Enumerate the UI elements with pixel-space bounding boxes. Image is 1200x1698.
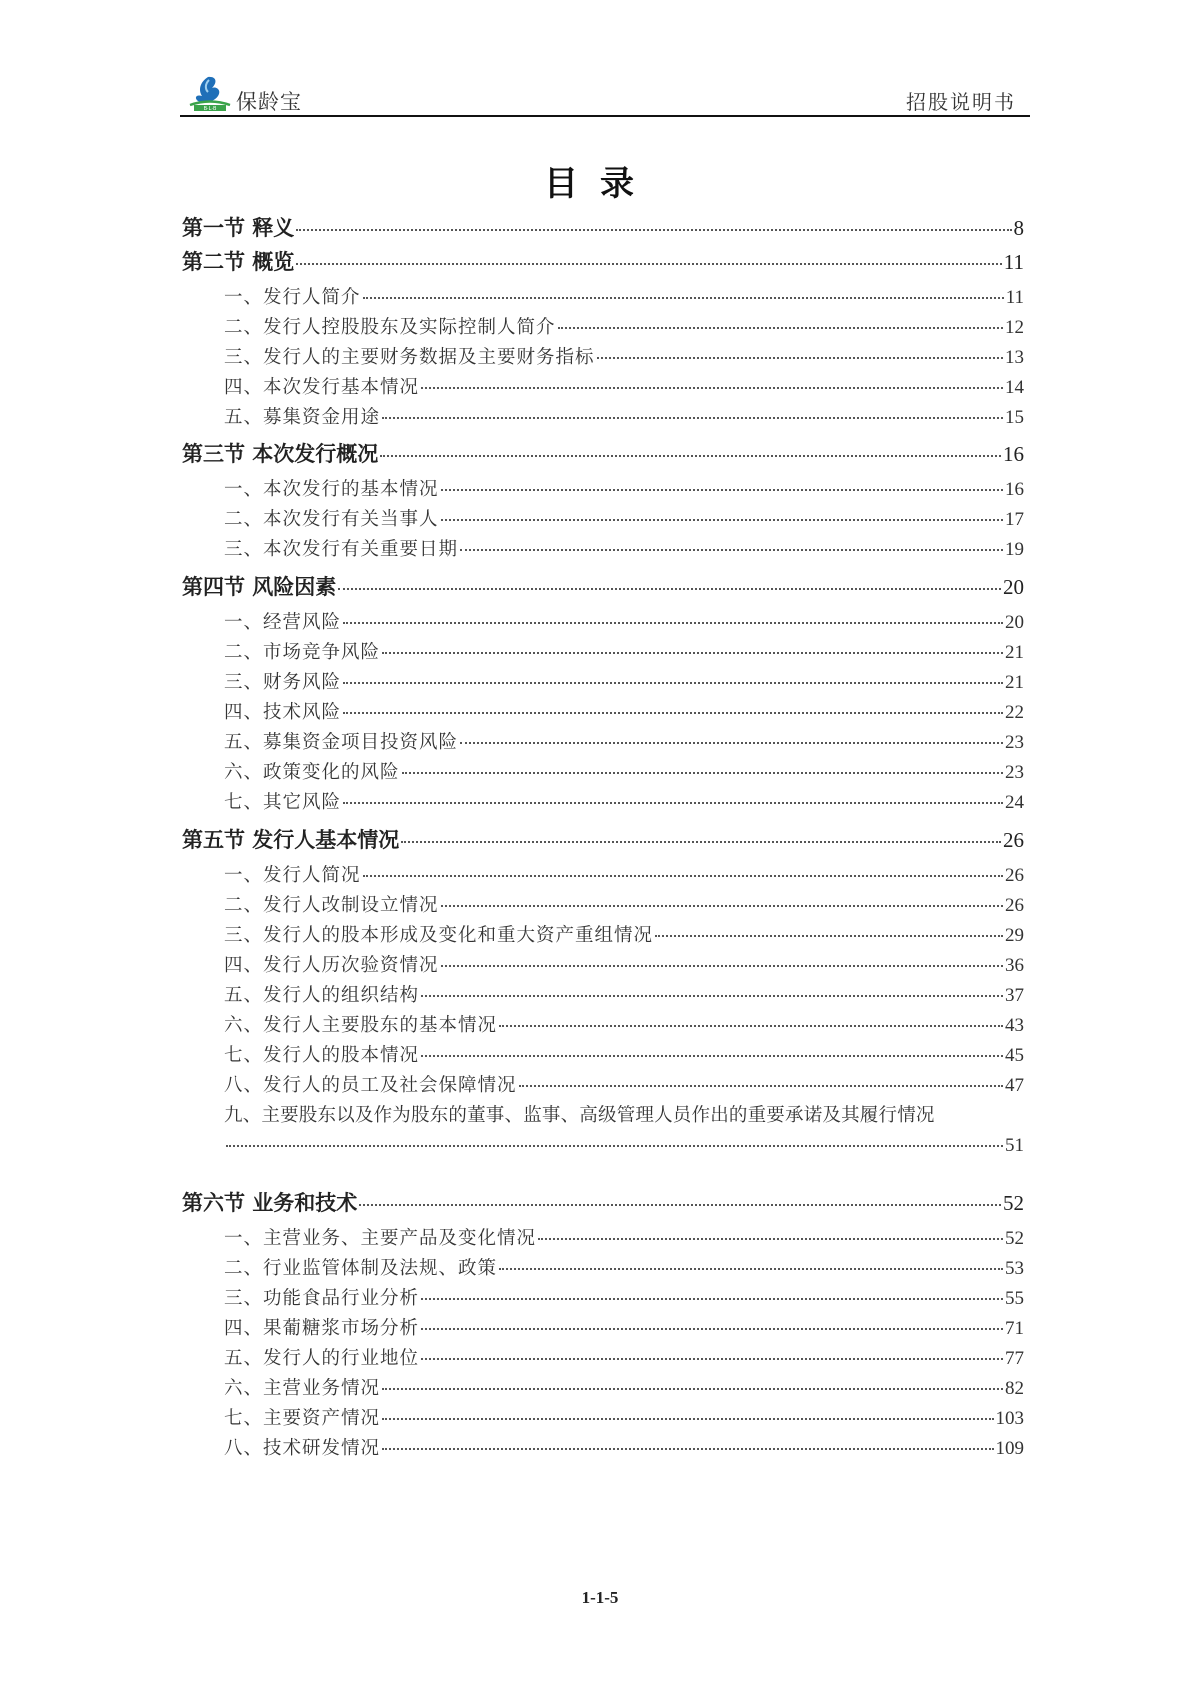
dot-leader [296,229,1011,231]
dot-leader [441,905,1003,907]
toc-item[interactable]: 八、发行人的员工及社会保障情况 47 [224,1075,1024,1096]
dot-leader [441,489,1003,491]
dot-leader [558,327,1003,329]
toc-item[interactable]: 六、政策变化的风险 23 [224,762,1024,783]
toc-item[interactable]: 四、发行人历次验资情况 36 [224,955,1024,976]
dot-leader [382,652,1003,654]
dot-leader [226,1145,1003,1147]
toc-item[interactable]: 七、主要资产情况 103 [224,1408,1024,1429]
dot-leader [401,841,1001,843]
toc-item[interactable]: 一、发行人简介 11 [224,287,1024,308]
page-title: 目录 [544,164,656,204]
dot-leader [343,712,1003,714]
header-divider [180,115,1030,117]
toc-item[interactable]: 一、本次发行的基本情况 16 [224,479,1024,500]
toc-item[interactable]: 二、市场竞争风险 21 [224,642,1024,663]
toc-item[interactable]: 二、本次发行有关当事人 17 [224,509,1024,530]
dot-leader [460,549,1003,551]
page-header [180,72,1030,116]
dot-leader [338,588,1001,590]
toc-item[interactable]: 五、募集资金用途 15 [224,407,1024,428]
toc-item[interactable]: 四、技术风险 22 [224,702,1024,723]
toc-section-6[interactable]: 第六节 业务和技术 52 [182,1191,1024,1215]
toc-item[interactable]: 二、发行人控股股东及实际控制人简介 12 [224,317,1024,338]
svg-text:B·L·B: B·L·B [203,106,217,112]
toc-item-wrapped[interactable]: 九、主要股东以及作为股东的董事、监事、高级管理人员作出的重要承诺及其履行情况 51 [224,1105,1024,1156]
dot-leader [343,622,1003,624]
toc-item[interactable]: 二、行业监管体制及法规、政策 53 [224,1258,1024,1279]
toc-item[interactable]: 五、发行人的组织结构 37 [224,985,1024,1006]
dot-leader [597,357,1003,359]
dot-leader [359,1204,1001,1206]
toc-item[interactable]: 七、发行人的股本情况 45 [224,1045,1024,1066]
dot-leader [421,995,1003,997]
toc-item[interactable]: 三、发行人的主要财务数据及主要财务指标 13 [224,347,1024,368]
dot-leader [343,802,1003,804]
toc-item[interactable]: 七、其它风险 24 [224,792,1024,813]
dot-leader [538,1238,1003,1240]
dot-leader [499,1025,1003,1027]
toc-item[interactable]: 三、发行人的股本形成及变化和重大资产重组情况 29 [224,925,1024,946]
toc-item[interactable]: 三、功能食品行业分析 55 [224,1288,1024,1309]
dot-leader [421,1298,1003,1300]
toc-item[interactable]: 一、发行人简况 26 [224,865,1024,886]
dot-leader [441,965,1003,967]
dot-leader [519,1085,1003,1087]
dot-leader [363,875,1003,877]
toc-item[interactable]: 六、发行人主要股东的基本情况 43 [224,1015,1024,1036]
dot-leader [460,742,1003,744]
dot-leader [296,263,1001,265]
toc-section-4[interactable]: 第四节 风险因素 20 [182,575,1024,599]
toc-item[interactable]: 五、募集资金项目投资风险 23 [224,732,1024,753]
toc-item[interactable]: 一、主营业务、主要产品及变化情况 52 [224,1228,1024,1249]
toc-item[interactable]: 四、本次发行基本情况 14 [224,377,1024,398]
dot-leader [421,1055,1003,1057]
company-name: 保龄宝 [236,90,302,114]
dot-leader [343,682,1003,684]
dot-leader [380,455,1001,457]
toc-item[interactable]: 三、财务风险 21 [224,672,1024,693]
toc-item[interactable]: 六、主营业务情况 82 [224,1378,1024,1399]
dot-leader [499,1268,1003,1270]
dot-leader [382,1418,993,1420]
toc-section-5[interactable]: 第五节 发行人基本情况 26 [182,828,1024,852]
dot-leader [363,297,1004,299]
toc-item[interactable]: 三、本次发行有关重要日期 19 [224,539,1024,560]
toc-item[interactable]: 一、经营风险 20 [224,612,1024,633]
toc-item[interactable]: 八、技术研发情况 109 [224,1438,1024,1459]
toc-section-3[interactable]: 第三节 本次发行概况 16 [182,442,1024,466]
page-number: 1-1-5 [581,1588,619,1607]
dot-leader [441,519,1003,521]
document-type: 招股说明书 [906,90,1016,114]
dot-leader [382,1388,1003,1390]
dot-leader [421,1328,1003,1330]
toc-item[interactable]: 二、发行人改制设立情况 26 [224,895,1024,916]
dot-leader [382,417,1003,419]
dot-leader [421,387,1003,389]
company-logo-icon [188,74,232,112]
toc-section-1[interactable]: 第一节 释义 8 [182,216,1024,240]
dot-leader [421,1358,1003,1360]
toc-item[interactable]: 五、发行人的行业地位 77 [224,1348,1024,1369]
toc-section-2[interactable]: 第二节 概览 11 [182,250,1024,274]
toc-item[interactable]: 四、果葡糖浆市场分析 71 [224,1318,1024,1339]
dot-leader [402,772,1003,774]
dot-leader [382,1448,993,1450]
dot-leader [655,935,1003,937]
